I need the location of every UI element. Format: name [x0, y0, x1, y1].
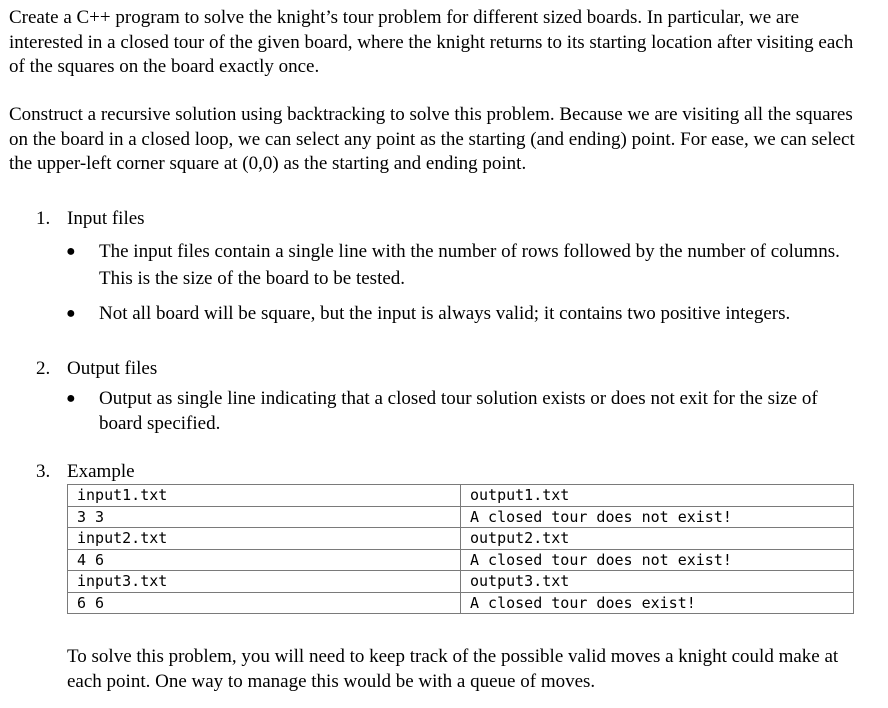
- bullet-item: [66, 300, 856, 327]
- table-row: [68, 528, 854, 550]
- table-row: [68, 506, 854, 528]
- bullet-item: [66, 386, 856, 436]
- intro-paragraph-2: Construct a recursive solution using backtracking to solve this problem. Because we are visiting all the squares on the board in a closed loop, we can select any point as the starting (and ending) point. For ease, we can select the upper-left corner square at (0,0) as the starting and ending point.: [9, 104, 855, 174]
- table-row: [68, 549, 854, 571]
- table-cell: 6 6: [68, 592, 461, 614]
- table-cell: output1.txt: [461, 485, 854, 507]
- bullet-icon: ●: [66, 243, 76, 260]
- closing-paragraph: To solve this problem, you will need to keep track of the possible valid moves a knight could make at each point. One way to manage this would be with a queue of moves.: [67, 646, 839, 692]
- table-cell: A closed tour does not exist!: [461, 506, 854, 528]
- table-cell: input2.txt: [68, 528, 461, 550]
- table-cell: input3.txt: [68, 571, 461, 593]
- section-number: 2.: [36, 358, 51, 379]
- example-table: [67, 484, 854, 614]
- section-output-files: [36, 357, 157, 381]
- table-cell: output2.txt: [461, 528, 854, 550]
- table-row: [68, 485, 854, 507]
- bullet-text: The input files contain a single line with the number of rows followed by the number of columns. This is the size of the board to be tested.: [99, 241, 840, 289]
- intro-paragraph-1: Create a C++ program to solve the knight’s tour problem for different sized boards. In particular, we are interested in a closed tour of the given board, where the knight returns to its starting location after visiting each of the squares on the board exactly once.: [9, 7, 854, 77]
- bullet-text: Output as single line indicating that a closed tour solution exists or does not exit for the size of board specified.: [99, 388, 818, 434]
- bullet-text: Not all board will be square, but the input is always valid; it contains two positive integers.: [99, 303, 791, 324]
- section-input-files: [36, 207, 145, 231]
- table-row: [68, 571, 854, 593]
- table-cell: 4 6: [68, 549, 461, 571]
- bullet-item: [66, 238, 856, 292]
- section-number: 1.: [36, 208, 51, 229]
- table-cell: input1.txt: [68, 485, 461, 507]
- bullet-icon: ●: [66, 390, 76, 407]
- table-cell: A closed tour does not exist!: [461, 549, 854, 571]
- section-title: Input files: [67, 208, 145, 229]
- table-cell: output3.txt: [461, 571, 854, 593]
- table-cell: A closed tour does exist!: [461, 592, 854, 614]
- table-cell: 3 3: [68, 506, 461, 528]
- section-title: Example: [67, 461, 135, 482]
- table-row: [68, 592, 854, 614]
- section-example: [36, 460, 135, 484]
- section-number: 3.: [36, 461, 51, 482]
- section-title: Output files: [67, 358, 158, 379]
- bullet-icon: ●: [66, 305, 76, 322]
